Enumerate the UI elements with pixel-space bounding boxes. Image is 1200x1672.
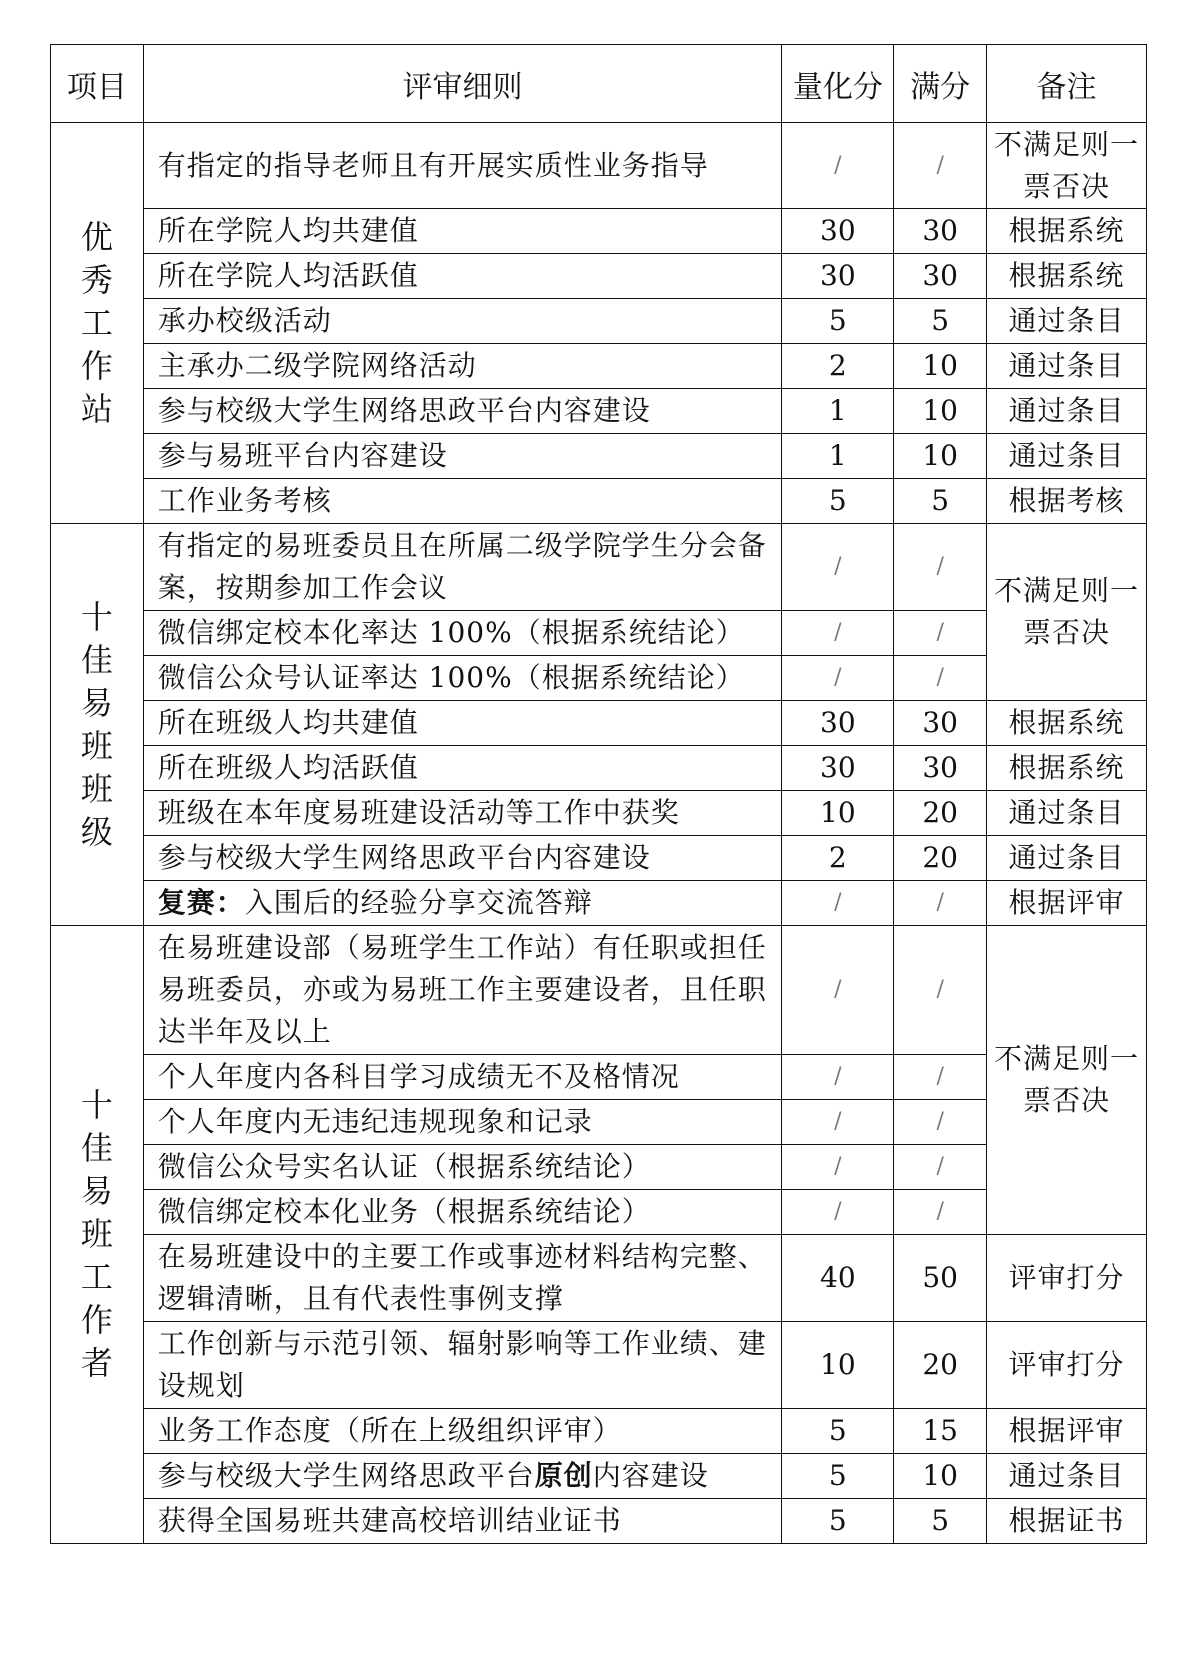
detail-cell: 有指定的易班委员且在所属二级学院学生分会备案，按期参加工作会议 — [143, 524, 782, 611]
score-cell: / — [782, 611, 894, 656]
full-cell: 10 — [894, 344, 987, 389]
detail-cell: 工作创新与示范引领、辐射影响等工作业绩、建设规划 — [143, 1322, 782, 1409]
detail-cell: 微信绑定校本化率达 100%（根据系统结论） — [143, 611, 782, 656]
detail-cell: 所在学院人均活跃值 — [143, 254, 782, 299]
table-row — [51, 344, 1147, 389]
table-row — [51, 1454, 1147, 1499]
detail-cell: 所在班级人均共建值 — [143, 701, 782, 746]
score-cell: / — [782, 881, 894, 926]
table-row — [51, 791, 1147, 836]
note-cell: 评审打分 — [987, 1235, 1147, 1322]
detail-cell: 主承办二级学院网络活动 — [143, 344, 782, 389]
score-cell: 10 — [782, 791, 894, 836]
detail-cell: 在易班建设部（易班学生工作站）有任职或担任易班委员，亦或为易班工作主要建设者，且任职达半年及以上 — [143, 926, 782, 1055]
full-cell: / — [894, 1190, 987, 1235]
full-cell: 50 — [894, 1235, 987, 1322]
full-cell: 20 — [894, 836, 987, 881]
header-score: 量化分 — [782, 45, 894, 123]
note-cell: 根据系统 — [987, 254, 1147, 299]
table-row — [51, 611, 1147, 656]
full-cell: 30 — [894, 746, 987, 791]
score-cell: 5 — [782, 1409, 894, 1454]
detail-cell: 有指定的指导老师且有开展实质性业务指导 — [143, 123, 782, 209]
detail-cell: 在易班建设中的主要工作或事迹材料结构完整、逻辑清晰，且有代表性事例支撑 — [143, 1235, 782, 1322]
full-cell: / — [894, 881, 987, 926]
score-cell: 2 — [782, 836, 894, 881]
note-cell: 通过条目 — [987, 299, 1147, 344]
score-cell: 30 — [782, 209, 894, 254]
detail-bold-prefix: 复赛： — [157, 886, 245, 919]
score-cell: 5 — [782, 299, 894, 344]
table-row — [51, 1409, 1147, 1454]
detail-cell: 承办校级活动 — [143, 299, 782, 344]
table-row — [51, 209, 1147, 254]
full-cell: 30 — [894, 701, 987, 746]
evaluation-table — [50, 44, 1147, 1544]
detail-cell: 微信公众号实名认证（根据系统结论） — [143, 1145, 782, 1190]
note-cell: 根据系统 — [987, 701, 1147, 746]
score-cell: 5 — [782, 1499, 894, 1544]
full-cell: 5 — [894, 479, 987, 524]
table-row — [51, 1190, 1147, 1235]
table-row — [51, 1235, 1147, 1322]
table-row — [51, 254, 1147, 299]
score-cell: / — [782, 1100, 894, 1145]
note-cell: 通过条目 — [987, 1454, 1147, 1499]
table-row — [51, 389, 1147, 434]
table-row — [51, 701, 1147, 746]
full-cell: 10 — [894, 1454, 987, 1499]
score-cell: 10 — [782, 1322, 894, 1409]
full-cell: 20 — [894, 791, 987, 836]
table-row — [51, 299, 1147, 344]
note-cell: 不满足则一票否决 — [987, 123, 1147, 209]
score-cell: / — [782, 1145, 894, 1190]
score-cell: / — [782, 1190, 894, 1235]
table-row — [51, 836, 1147, 881]
detail-cell: 工作业务考核 — [143, 479, 782, 524]
detail-cell: 所在学院人均共建值 — [143, 209, 782, 254]
table-row — [51, 123, 1147, 209]
header-detail: 评审细则 — [143, 45, 782, 123]
score-cell: 1 — [782, 389, 894, 434]
note-cell-veto: 不满足则一票否决 — [987, 926, 1147, 1235]
note-cell: 通过条目 — [987, 389, 1147, 434]
section-project-worker: 十佳易班工作者 — [51, 926, 144, 1544]
table-row — [51, 926, 1147, 1055]
note-cell: 根据考核 — [987, 479, 1147, 524]
header-note: 备注 — [987, 45, 1147, 123]
score-cell: 40 — [782, 1235, 894, 1322]
full-cell: / — [894, 611, 987, 656]
detail-cell: 微信绑定校本化业务（根据系统结论） — [143, 1190, 782, 1235]
header-project: 项目 — [51, 45, 144, 123]
score-cell: 1 — [782, 434, 894, 479]
note-cell-veto: 不满足则一票否决 — [987, 524, 1147, 701]
detail-cell: 微信公众号认证率达 100%（根据系统结论） — [143, 656, 782, 701]
score-cell: 5 — [782, 479, 894, 524]
detail-cell: 参与校级大学生网络思政平台内容建设 — [143, 389, 782, 434]
full-cell: 30 — [894, 254, 987, 299]
table-row — [51, 434, 1147, 479]
table-row — [51, 746, 1147, 791]
score-cell: 2 — [782, 344, 894, 389]
note-cell: 评审打分 — [987, 1322, 1147, 1409]
table-row — [51, 524, 1147, 611]
full-cell: / — [894, 1055, 987, 1100]
note-cell: 根据评审 — [987, 1409, 1147, 1454]
note-cell: 根据系统 — [987, 209, 1147, 254]
full-cell: / — [894, 524, 987, 611]
header-full: 满分 — [894, 45, 987, 123]
note-cell: 通过条目 — [987, 434, 1147, 479]
note-cell: 根据系统 — [987, 746, 1147, 791]
detail-cell: 业务工作态度（所在上级组织评审） — [143, 1409, 782, 1454]
detail-cell: 个人年度内无违纪违规现象和记录 — [143, 1100, 782, 1145]
detail-cell: 参与校级大学生网络思政平台内容建设 — [143, 836, 782, 881]
table-row — [51, 656, 1147, 701]
score-cell: 30 — [782, 254, 894, 299]
full-cell: 5 — [894, 299, 987, 344]
full-cell: 30 — [894, 209, 987, 254]
detail-text-post: 内容建设 — [592, 1459, 709, 1492]
score-cell: 5 — [782, 1454, 894, 1499]
table-row — [51, 1322, 1147, 1409]
detail-cell: 获得全国易班共建高校培训结业证书 — [143, 1499, 782, 1544]
detail-text-pre: 参与校级大学生网络思政平台 — [157, 1459, 535, 1492]
full-cell: 10 — [894, 389, 987, 434]
detail-cell: 个人年度内各科目学习成绩无不及格情况 — [143, 1055, 782, 1100]
full-cell: 20 — [894, 1322, 987, 1409]
full-cell: / — [894, 656, 987, 701]
note-cell: 根据证书 — [987, 1499, 1147, 1544]
full-cell: 15 — [894, 1409, 987, 1454]
header-row — [51, 45, 1147, 123]
section-project-class: 十佳易班班级 — [51, 524, 144, 926]
score-cell: 30 — [782, 746, 894, 791]
score-cell: 30 — [782, 701, 894, 746]
score-cell: / — [782, 1055, 894, 1100]
full-cell: / — [894, 123, 987, 209]
full-cell: / — [894, 1100, 987, 1145]
note-cell: 根据评审 — [987, 881, 1147, 926]
table-row — [51, 479, 1147, 524]
score-cell: / — [782, 123, 894, 209]
score-cell: / — [782, 656, 894, 701]
note-cell: 通过条目 — [987, 344, 1147, 389]
table-row — [51, 1499, 1147, 1544]
detail-cell — [143, 1454, 782, 1499]
detail-cell: 班级在本年度易班建设活动等工作中获奖 — [143, 791, 782, 836]
score-cell: / — [782, 926, 894, 1055]
detail-text: 入围后的经验分享交流答辩 — [244, 886, 593, 919]
table-row — [51, 881, 1147, 926]
full-cell: / — [894, 1145, 987, 1190]
full-cell: 5 — [894, 1499, 987, 1544]
table-row — [51, 1100, 1147, 1145]
section-project-station: 优秀工作站 — [51, 123, 144, 524]
full-cell: / — [894, 926, 987, 1055]
detail-cell: 所在班级人均活跃值 — [143, 746, 782, 791]
note-cell: 通过条目 — [987, 791, 1147, 836]
table-row — [51, 1145, 1147, 1190]
table-row — [51, 1055, 1147, 1100]
score-cell: / — [782, 524, 894, 611]
detail-cell: 参与易班平台内容建设 — [143, 434, 782, 479]
detail-cell — [143, 881, 782, 926]
full-cell: 10 — [894, 434, 987, 479]
note-cell: 通过条目 — [987, 836, 1147, 881]
detail-bold-original: 原创 — [534, 1459, 593, 1492]
